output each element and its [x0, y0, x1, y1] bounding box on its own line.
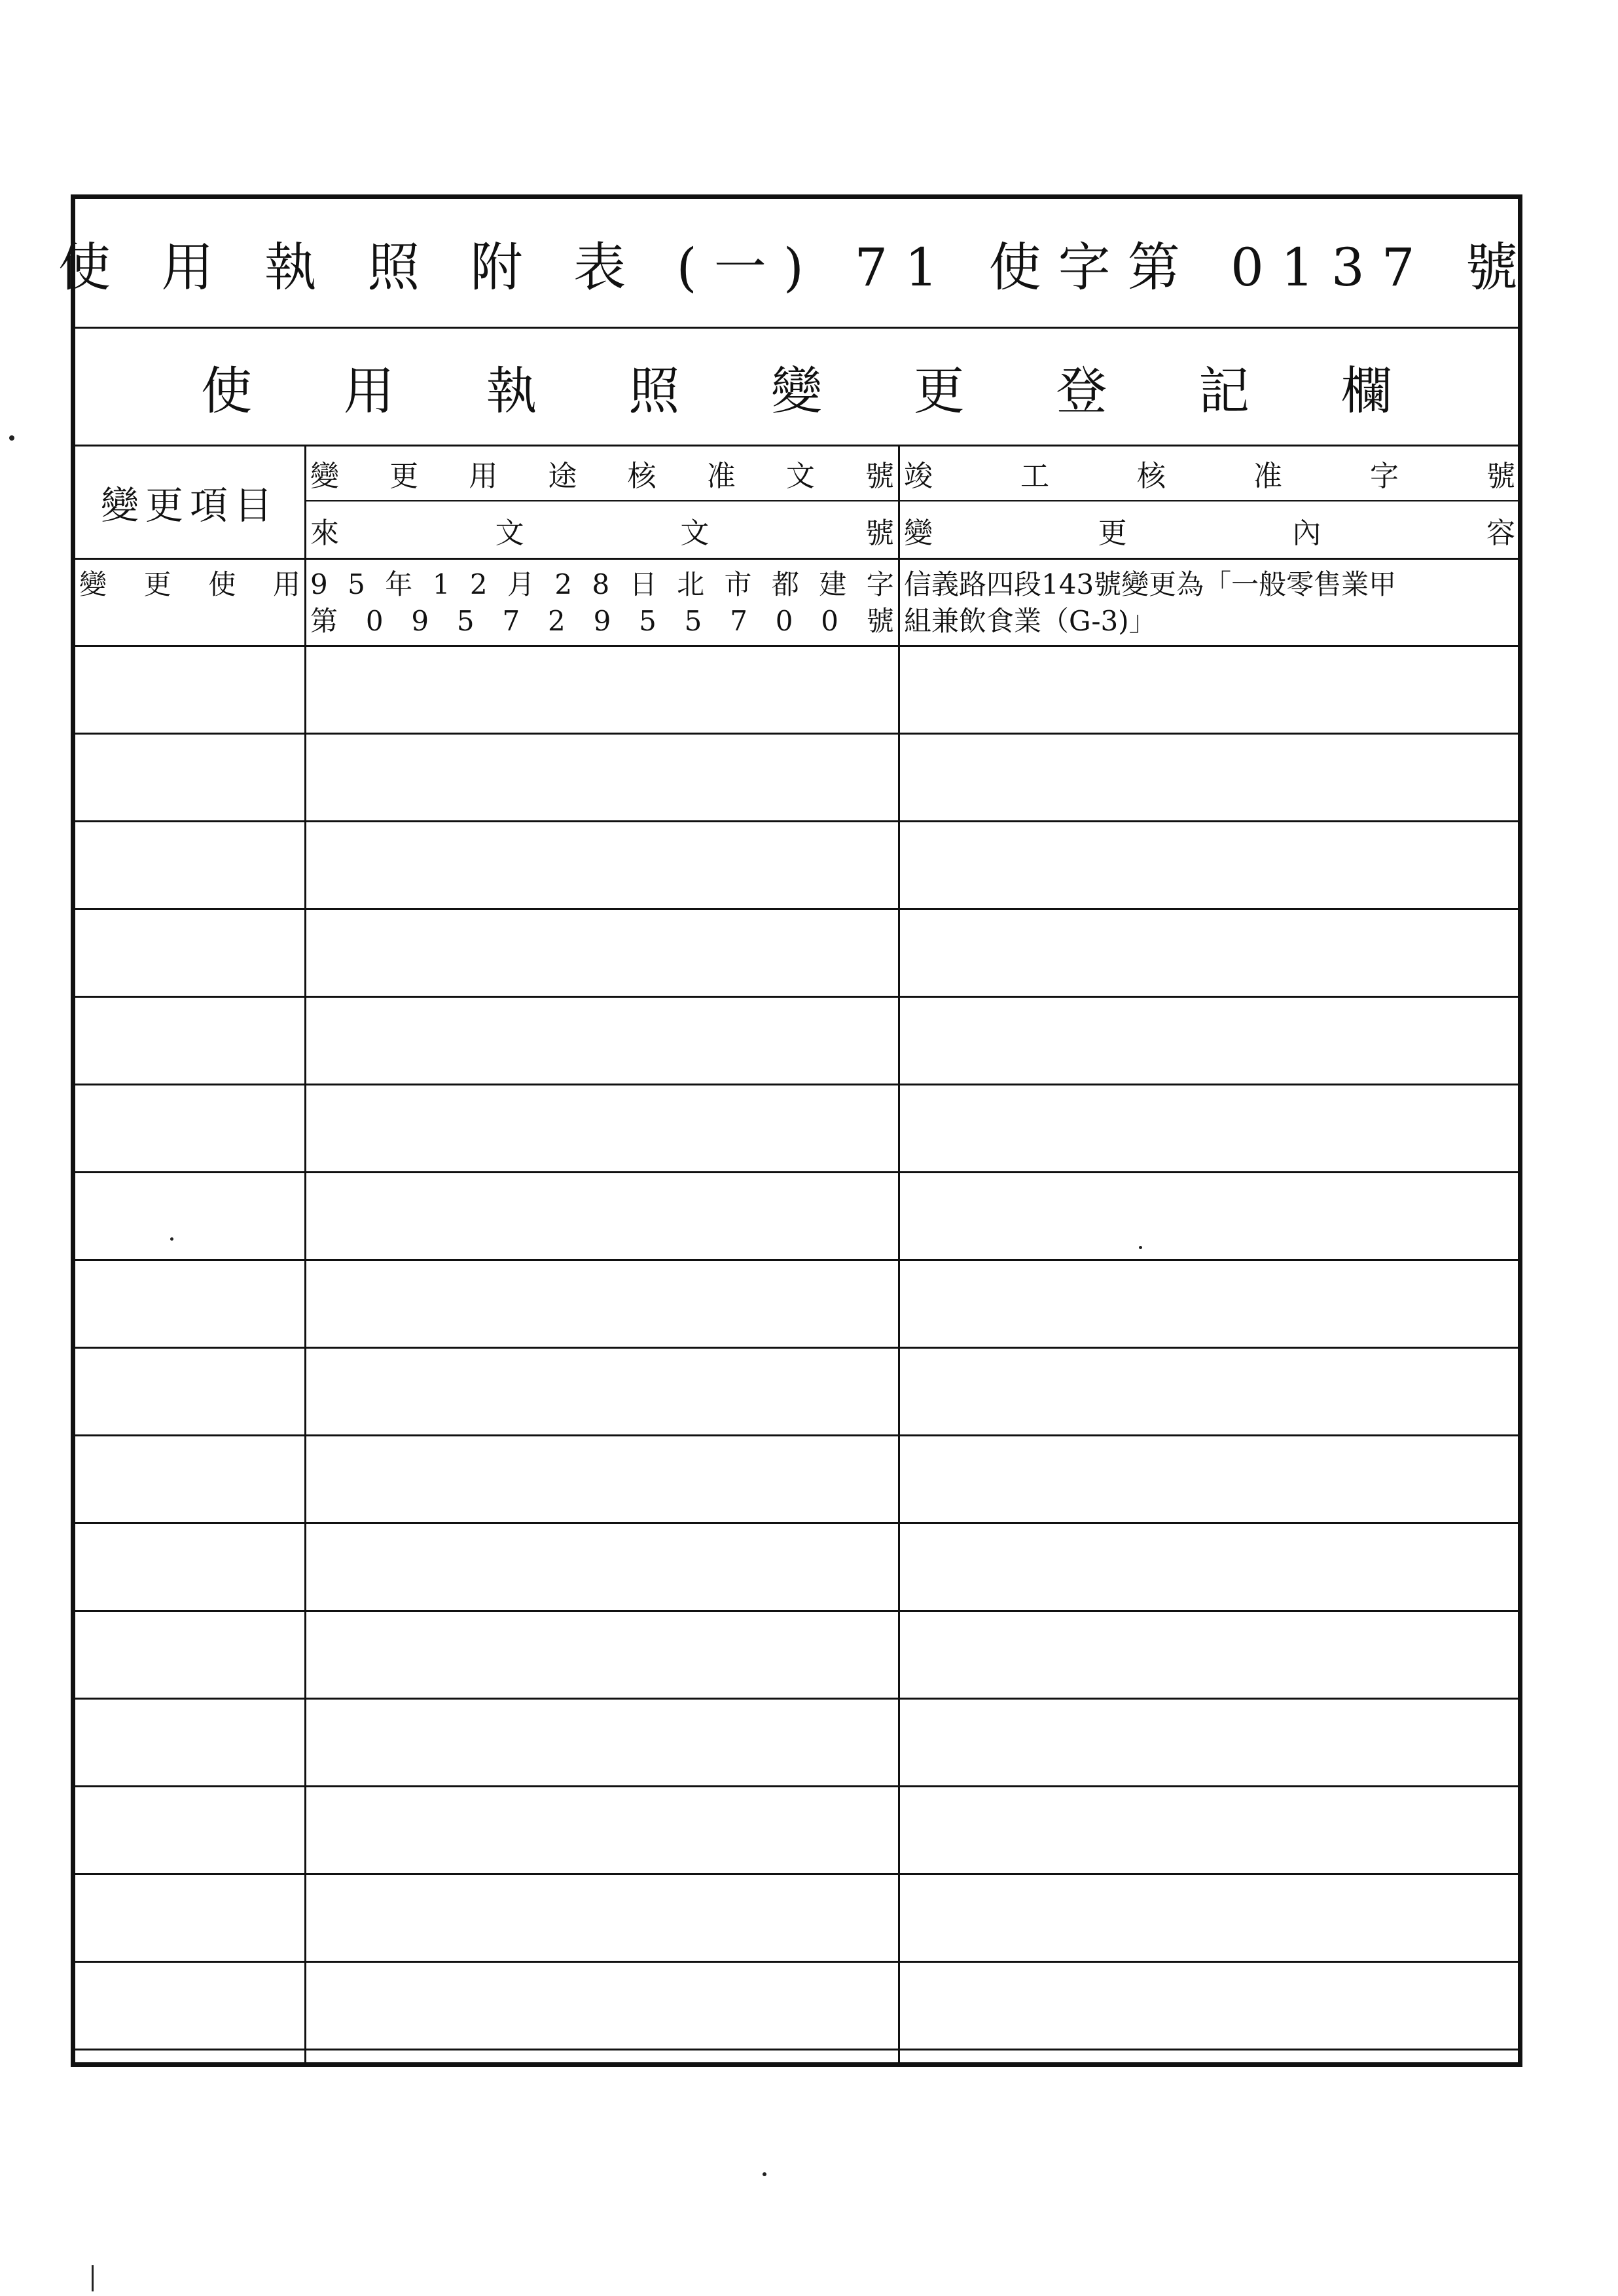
- glyph: 日: [629, 568, 657, 600]
- row-1-doc-no: [306, 560, 898, 645]
- glyph: 都: [771, 568, 799, 600]
- row-line: [75, 1961, 1518, 1963]
- glyph: 更: [913, 361, 965, 421]
- glyph: 竣: [904, 460, 933, 493]
- glyph: 照: [628, 361, 680, 421]
- row-1-doc-line-2: [310, 603, 894, 640]
- row-line: [75, 996, 1518, 998]
- row-line: [75, 645, 1518, 647]
- glyph: 登: [1056, 361, 1107, 421]
- row-line: [75, 1698, 1518, 1700]
- glyph: 5: [348, 568, 365, 600]
- glyph: 欄: [1340, 361, 1392, 421]
- glyph: 容: [1486, 516, 1515, 550]
- glyph: 途: [548, 460, 577, 493]
- glyph: 內: [1292, 516, 1321, 550]
- glyph: 更: [143, 568, 171, 600]
- column-divider-2: [898, 446, 900, 2062]
- glyph: 年: [385, 568, 413, 600]
- glyph: 用: [343, 361, 395, 421]
- glyph: 2: [548, 605, 566, 637]
- glyph: 字: [1370, 460, 1399, 493]
- glyph: 9: [411, 605, 429, 637]
- header-change-item: 變更項目: [100, 483, 279, 528]
- scan-speck: [170, 1237, 173, 1241]
- row-1-content-line-1: 信義路四段143號變更為「一般零售業甲: [904, 568, 1397, 600]
- glyph: 2: [469, 568, 488, 600]
- glyph: 記: [1198, 361, 1250, 421]
- glyph: 更: [1098, 516, 1127, 550]
- form-subtitle: [201, 350, 1392, 424]
- row-line: [75, 1171, 1518, 1173]
- row-line: [75, 1347, 1518, 1349]
- glyph: 5: [456, 605, 475, 637]
- glyph: 變: [770, 361, 822, 421]
- glyph: 使: [201, 361, 253, 421]
- row-line: [75, 1434, 1518, 1436]
- row-1-content-line-2: 組兼飲食業（G-3)」: [904, 605, 1157, 637]
- glyph: 市: [724, 568, 752, 600]
- glyph: 7: [502, 605, 520, 637]
- scan-speck: [1139, 1246, 1142, 1249]
- glyph: 更: [389, 460, 419, 493]
- row-line: [75, 733, 1518, 735]
- glyph: 號: [865, 516, 894, 550]
- usage-permit-appendix-form: [58, 194, 1536, 2067]
- column-divider-1: [304, 446, 306, 2062]
- glyph: 變: [904, 516, 933, 550]
- row-line: [75, 2049, 1518, 2050]
- glyph: 北: [677, 568, 705, 600]
- row-1-doc-line-1: [310, 566, 894, 603]
- glyph: 變: [79, 568, 107, 600]
- row-line: [75, 1259, 1518, 1261]
- glyph: 號: [1486, 460, 1515, 493]
- glyph: 文: [495, 516, 524, 550]
- glyph: 准: [706, 460, 736, 493]
- glyph: 5: [639, 605, 656, 637]
- glyph: 字: [866, 568, 894, 600]
- form-title-band: [58, 199, 1536, 329]
- row-line: [75, 1873, 1518, 1875]
- glyph: 准: [1253, 460, 1282, 493]
- header-approval-doc-no: [306, 446, 898, 500]
- row-line: [75, 908, 1518, 910]
- glyph: 1: [432, 568, 450, 600]
- glyph: 變: [310, 460, 339, 493]
- header-change-content: [900, 502, 1519, 558]
- form-subtitle-band: [75, 329, 1518, 446]
- row-1-item-text: [79, 566, 300, 603]
- glyph: 用: [272, 568, 300, 600]
- glyph: 用: [469, 460, 498, 493]
- glyph: 9: [310, 568, 328, 600]
- glyph: 0: [775, 605, 793, 637]
- header-completion-approval-no: [900, 446, 1519, 500]
- scan-speck: [92, 2265, 94, 2291]
- glyph: 0: [365, 605, 384, 637]
- scan-speck: [9, 435, 14, 441]
- row-line: [75, 1522, 1518, 1524]
- glyph: 9: [593, 605, 611, 637]
- header-incoming-doc-no: [306, 502, 898, 558]
- glyph: 2: [554, 568, 573, 600]
- glyph: 0: [821, 605, 839, 637]
- glyph: 文: [785, 460, 815, 493]
- header-split-line: [304, 500, 1522, 501]
- glyph: 5: [684, 605, 702, 637]
- glyph: 月: [507, 568, 535, 600]
- glyph: 執: [486, 361, 537, 421]
- row-line: [75, 1785, 1518, 1787]
- glyph: 8: [592, 568, 610, 600]
- row-1-item: [75, 560, 304, 645]
- row-line: [75, 820, 1518, 822]
- glyph: 文: [680, 516, 710, 550]
- scan-speck: [763, 2172, 766, 2176]
- form-title: 使 用 執 照 附 表 (一) 71 使字第 0137 號: [58, 237, 1536, 298]
- glyph: 號: [866, 605, 894, 637]
- row-line: [75, 1610, 1518, 1612]
- glyph: 核: [627, 460, 656, 493]
- glyph: 來: [310, 516, 339, 550]
- glyph: 工: [1020, 460, 1049, 493]
- glyph: 7: [730, 605, 747, 637]
- glyph: 建: [819, 568, 847, 600]
- glyph: 第: [310, 605, 338, 637]
- row-line: [75, 1084, 1518, 1085]
- glyph: 使: [208, 568, 236, 600]
- row-1-content: [900, 560, 1519, 645]
- glyph: 核: [1137, 460, 1166, 493]
- glyph: 號: [865, 460, 894, 493]
